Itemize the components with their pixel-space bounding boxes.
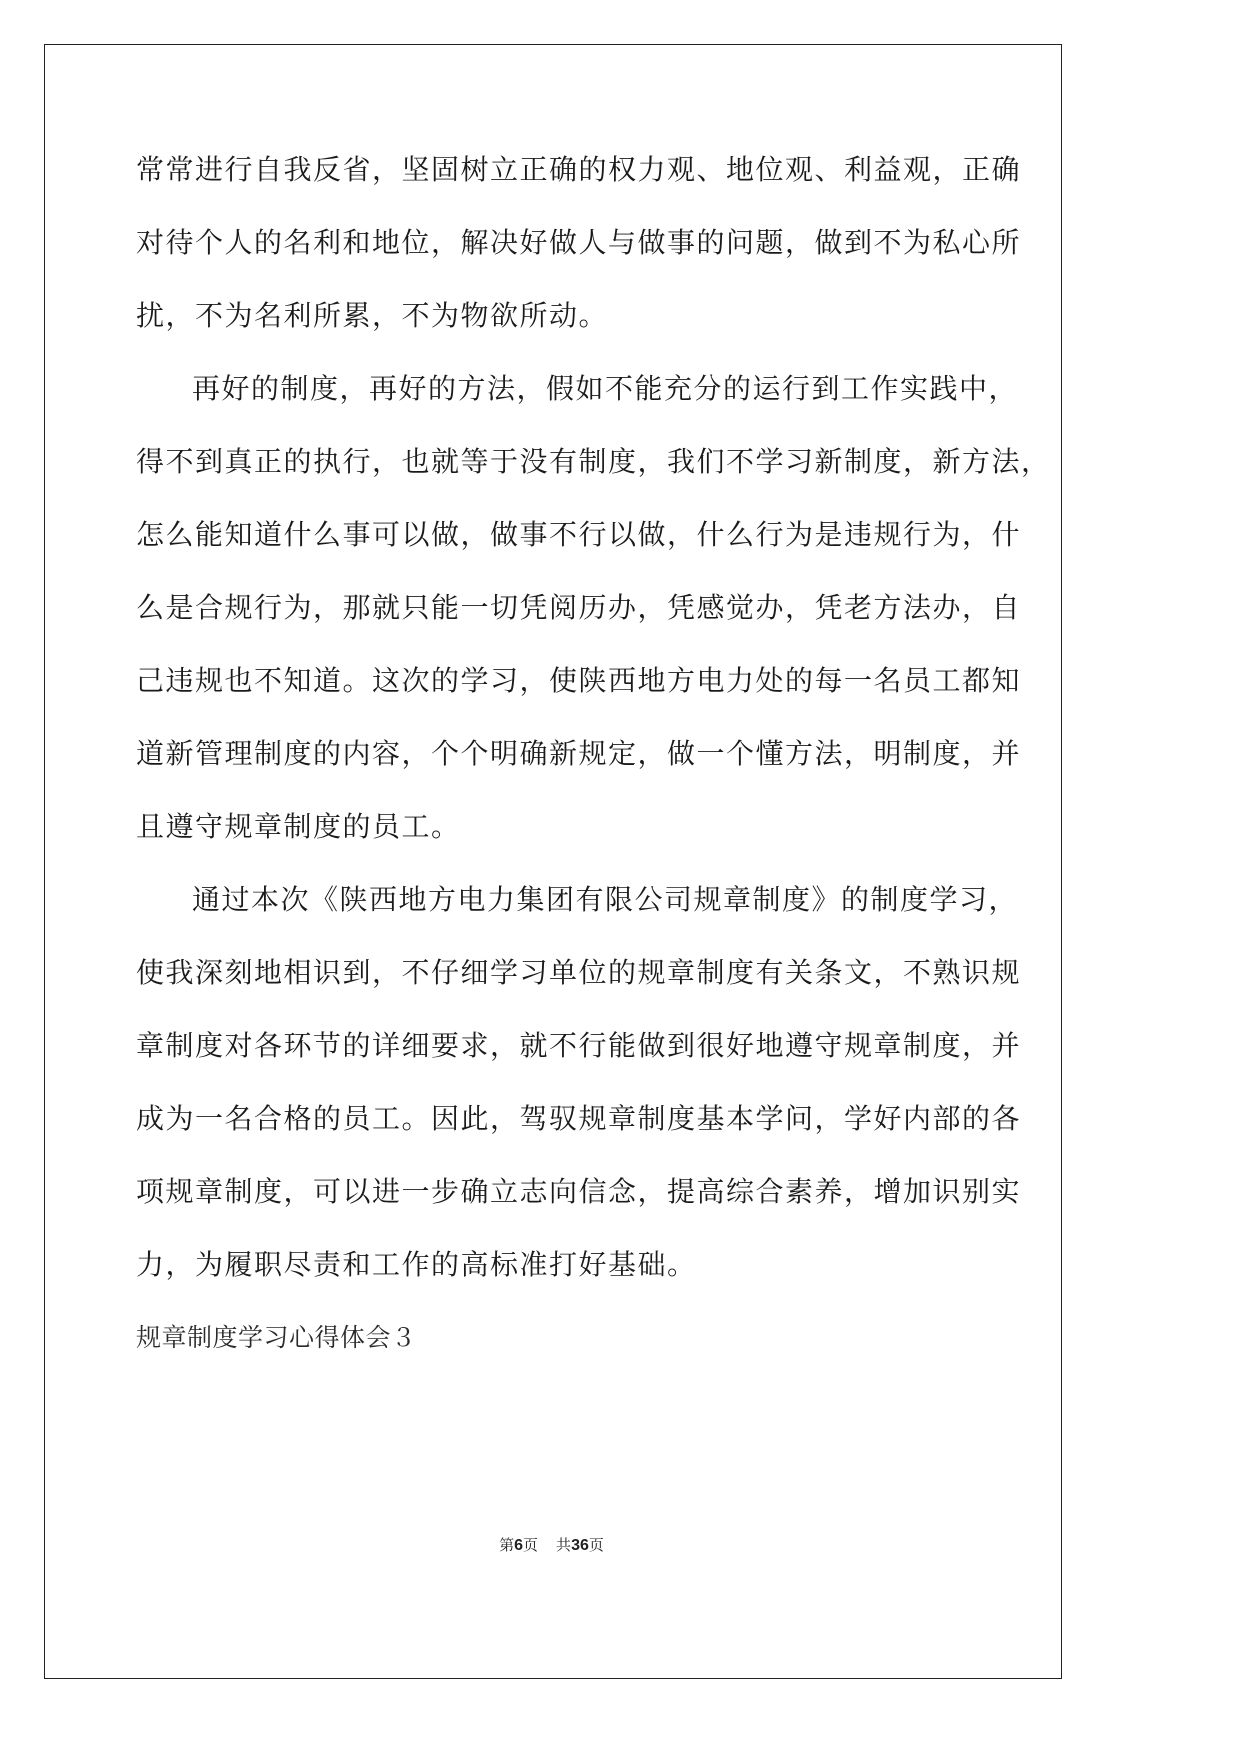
- section-heading: 规章制度学习心得体会３: [136, 1323, 417, 1352]
- text-line: 道新管理制度的内容，个个明确新规定，做一个懂方法，明制度，并: [136, 737, 1022, 770]
- text-line-paragraph-start: 再好的制度，再好的方法，假如不能充分的运行到工作实践中，: [192, 372, 1019, 405]
- footer-page-suffix: 页: [523, 1536, 539, 1554]
- current-page-number: 6: [514, 1537, 524, 1554]
- text-line: 己违规也不知道。这次的学习，使陕西地方电力处的每一名员工都知: [136, 664, 1022, 697]
- page-footer: [0, 1534, 1103, 1555]
- text-line: 成为一名合格的员工。因此，驾驭规章制度基本学问，学好内部的各: [136, 1102, 1022, 1135]
- text-line: 扰，不为名利所累，不为物欲所动。: [136, 299, 609, 332]
- text-line: 力，为履职尽责和工作的高标准打好基础。: [136, 1248, 697, 1281]
- text-line: 得不到真正的执行，也就等于没有制度，我们不学习新制度，新方法，: [136, 445, 1051, 478]
- footer-total-prefix: 共: [556, 1536, 572, 1554]
- document-body: [136, 140, 1051, 1381]
- footer-prefix: 第: [499, 1536, 515, 1554]
- text-line: 且遵守规章制度的员工。: [136, 810, 461, 843]
- text-line: 项规章制度，可以进一步确立志向信念，提高综合素养，增加识别实: [136, 1175, 1022, 1208]
- total-page-count: 36: [571, 1537, 589, 1554]
- text-line: 怎么能知道什么事可以做，做事不行以做，什么行为是违规行为，什: [136, 518, 1022, 551]
- text-line: 章制度对各环节的详细要求，就不行能做到很好地遵守规章制度，并: [136, 1029, 1022, 1062]
- text-line: 么是合规行为，那就只能一切凭阅历办，凭感觉办，凭老方法办，自: [136, 591, 1022, 624]
- text-line: 对待个人的名利和地位，解决好做人与做事的问题，做到不为私心所: [136, 226, 1022, 259]
- text-line: 使我深刻地相识到，不仔细学习单位的规章制度有关条文，不熟识规: [136, 956, 1022, 989]
- text-line-paragraph-start: 通过本次《陕西地方电力集团有限公司规章制度》的制度学习，: [192, 883, 1019, 916]
- footer-total-suffix: 页: [588, 1536, 604, 1554]
- text-line: 常常进行自我反省，坚固树立正确的权力观、地位观、利益观，正确: [136, 153, 1022, 186]
